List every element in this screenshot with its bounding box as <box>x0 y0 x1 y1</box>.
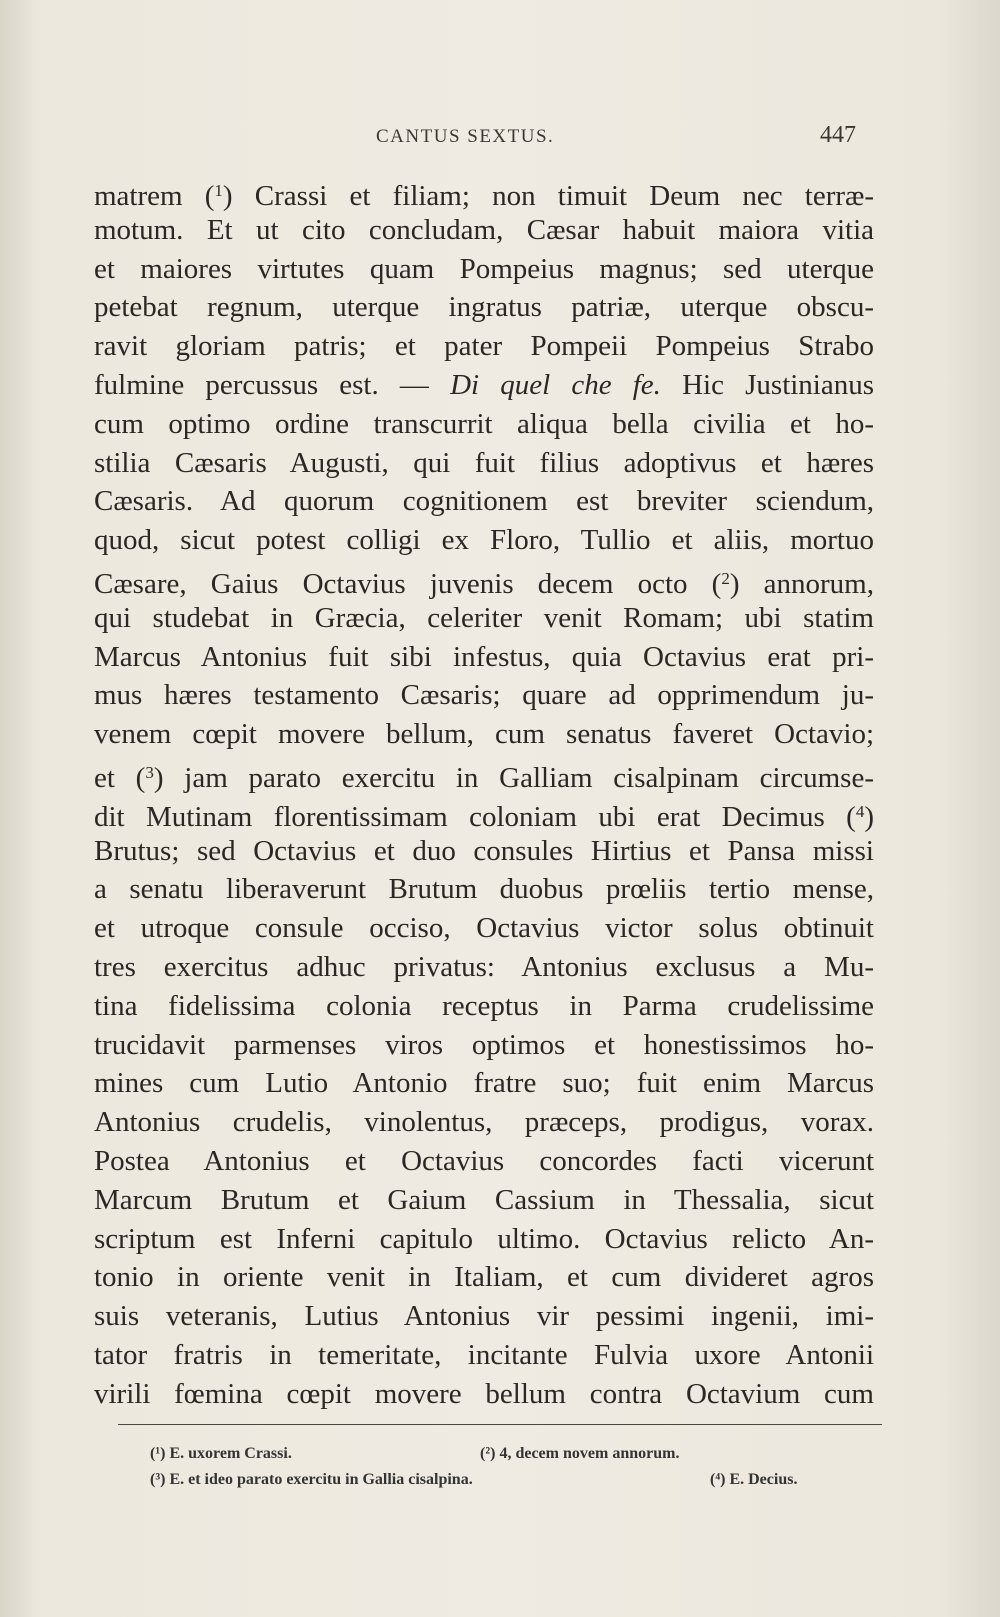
text-line: stilia Cæsaris Augusti, qui fuit filius adoptivus et hæres <box>94 446 874 479</box>
text-line <box>94 366 874 405</box>
body-text <box>94 172 874 1414</box>
footnote-row <box>150 1441 850 1467</box>
text-segment: et ( <box>94 761 146 794</box>
text-segment: ) <box>222 180 233 212</box>
text-segment: Crassi et filiam; non timuit Deum nec terræ- <box>254 180 875 212</box>
text-line: suis veteranis, Lutius Antonius vir pessimi ingenii, imi- <box>94 1300 874 1333</box>
text-segment: matrem ( <box>94 180 215 212</box>
text-line <box>94 793 874 832</box>
text-segment: jam parato exercitu in Galliam cisalpinam circumse- <box>184 761 875 794</box>
page-number: 447 <box>820 122 856 148</box>
text-line: Cæsaris. Ad quorum cognitionem est breviter sciendum, <box>94 485 874 518</box>
footnote-rule <box>118 1424 882 1425</box>
text-segment: ) <box>729 567 740 600</box>
text-line: scriptum est Inferni capitulo ultimo. Octavius relicto An- <box>94 1222 874 1255</box>
text-line: a senatu liberaverunt Brutum duobus prœliis tertio mense, <box>94 873 874 906</box>
text-line: tres exercitus adhuc privatus: Antonius exclusus a Mu- <box>94 950 874 983</box>
text-line: mus hæres testamento Cæsaris; quare ad opprimendum ju- <box>94 679 874 712</box>
text-segment: ) <box>153 761 164 794</box>
text-segment: Hic Justinianus <box>682 368 875 401</box>
footnote-1: (¹) E. uxorem Crassi. <box>150 1445 292 1462</box>
text-segment: fulmine percussus est. — <box>94 368 429 401</box>
text-line: petebat regnum, uterque ingratus patriæ, uterque obscu- <box>94 291 874 324</box>
text-line: tator fratris in temeritate, incitante Fulvia uxore Antonii <box>94 1338 874 1371</box>
text-line: Marcum Brutum et Gaium Cassium in Thessalia, sicut <box>94 1183 874 1216</box>
text-line: venem cœpit movere bellum, cum senatus faveret Octavio; <box>94 718 874 751</box>
footnotes <box>150 1441 850 1493</box>
footnote-ref: 1 <box>214 181 223 200</box>
text-segment: annorum, <box>763 567 874 600</box>
text-line: cum optimo ordine transcurrit aliqua bella civilia et ho- <box>94 407 874 440</box>
footnote-ref: 3 <box>145 762 154 782</box>
text-line: virili fœmina cœpit movere bellum contra Octavium cum <box>94 1377 874 1410</box>
footnote-3: (³) E. et ideo parato exercitu in Gallia cisalpina. <box>150 1471 473 1488</box>
text-segment: Cæsare, Gaius Octavius juvenis decem octo ( <box>94 567 722 600</box>
italic-quote: Di quel che fe. <box>450 368 661 401</box>
footnote-4: (⁴) E. Decius. <box>710 1471 798 1488</box>
text-line: Marcus Antonius fuit sibi infestus, quia Octavius erat pri- <box>94 640 874 673</box>
text-line: mines cum Lutio Antonio fratre suo; fuit enim Marcus <box>94 1067 874 1100</box>
text-line: trucidavit parmenses viros optimos et honestissimos ho- <box>94 1028 874 1061</box>
text-line: tina fidelissima colonia receptus in Parma crudelissime <box>94 989 874 1022</box>
text-line: motum. Et ut cito concludam, Cæsar habuit maiora vitia <box>94 213 874 246</box>
footnote-2: (²) 4, decem novem annorum. <box>480 1445 680 1462</box>
text-line: Antonius crudelis, vinolentus, præceps, prodigus, vorax. <box>94 1106 874 1139</box>
text-segment: ( <box>846 800 856 833</box>
text-segment: ) <box>864 800 874 833</box>
text-line: ravit gloriam patris; et pater Pompeii Pompeius Strabo <box>94 330 874 363</box>
footnote-ref: 2 <box>721 568 730 588</box>
text-line: qui studebat in Græcia, celeriter venit Romam; ubi statim <box>94 601 874 634</box>
text-segment: dit Mutinam florentissimam coloniam ubi erat Decimus <box>94 800 825 833</box>
text-line <box>94 560 874 599</box>
text-line <box>94 172 874 211</box>
text-line: Brutus; sed Octavius et duo consules Hirtius et Pansa missi <box>94 834 874 867</box>
running-head <box>108 122 860 152</box>
text-line <box>94 754 874 793</box>
text-line: et utroque consule occiso, Octavius victor solus obtinuit <box>94 912 874 945</box>
text-line: quod, sicut potest colligi ex Floro, Tullio et aliis, mortuo <box>94 524 874 557</box>
footnote-row <box>150 1467 850 1493</box>
text-line: tonio in oriente venit in Italiam, et cum divideret agros <box>94 1261 874 1294</box>
text-line: et maiores virtutes quam Pompeius magnus; sed uterque <box>94 252 874 285</box>
running-title: CANTUS SEXTUS. <box>376 126 555 147</box>
text-line: Postea Antonius et Octavius concordes facti vicerunt <box>94 1144 874 1177</box>
footnote-ref: 4 <box>855 801 865 821</box>
